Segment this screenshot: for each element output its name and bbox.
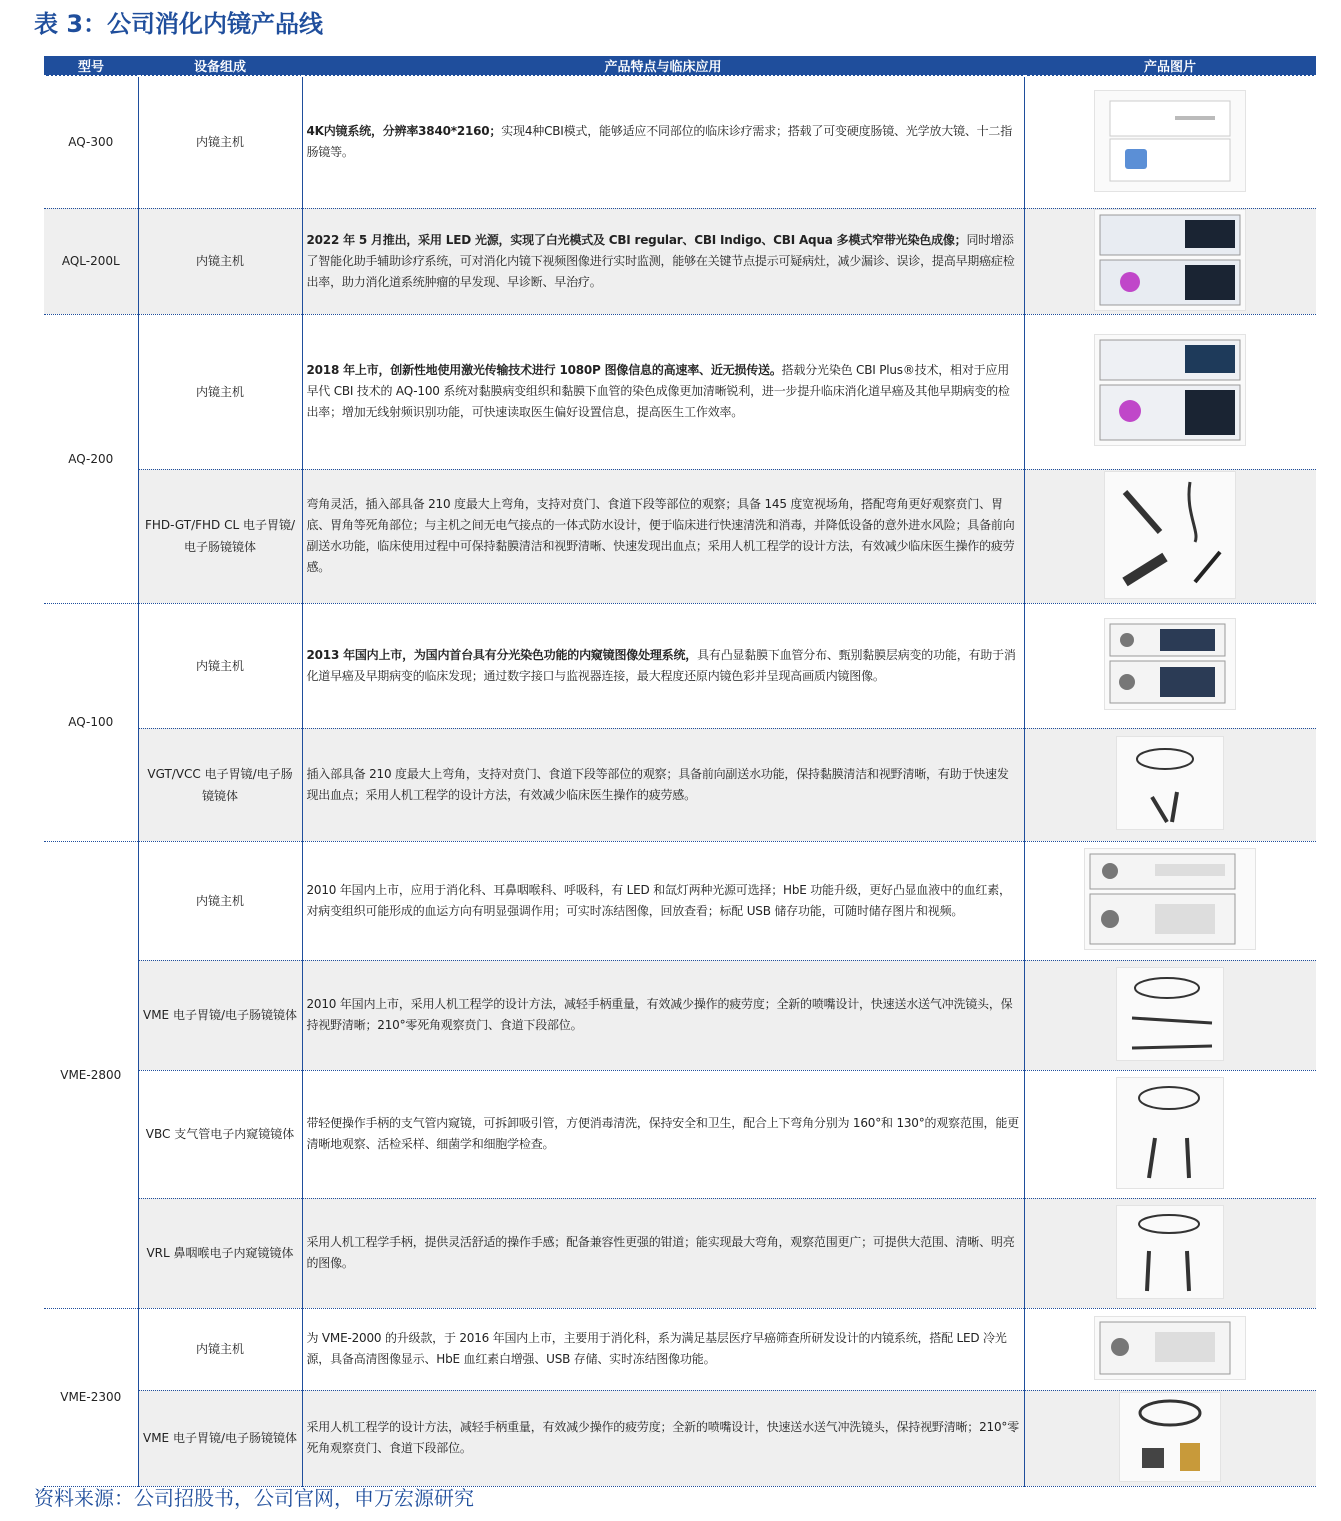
feature-cell — [302, 728, 1024, 841]
table-header-row — [44, 56, 1316, 76]
endoscope-host-icon — [1094, 334, 1246, 446]
feature-text: 搭载分光染色 CBI Plus®技术，相对于应用早代 CBI 技术的 AQ-100 系统对黏膜病变组织和黏膜下血管的染色成像更加清晰锐利，进一步提升临床消化道早癌及其他早期病变的检出率；增加无线射频识别功能，可快速读取医生偏好设置信息，提高医生工作效率。 — [306, 363, 1010, 419]
product-image-cell — [1024, 1308, 1316, 1390]
table-row — [44, 208, 1316, 314]
table-row — [44, 1390, 1316, 1486]
header-model: 型号 — [44, 56, 138, 76]
feature-text: 弯角灵活，插入部具备 210 度最大上弯角，支持对贲门、食道下段等部位的观察；具备 145 度宽视场角，搭配弯角更好观察贲门、胃底、胃角等死角部位；与主机之间无电气接点的一体式防水设计，便于临床进行快速清洗和消毒，并降低设备的意外进水风险；具备前向副送水功能，临床使用过程中可保持黏膜清洁和视野清晰、快速发现出血点；采用人机工程学的设计方法，有效减少临床医生操作的疲劳感。 — [306, 497, 1015, 574]
product-image-cell — [1024, 1198, 1316, 1308]
endoscope-host-icon — [1094, 90, 1246, 192]
scope-body-icon — [1116, 1205, 1224, 1299]
component-cell: 内镜主机 — [138, 208, 302, 314]
component-cell: VME 电子胃镜/电子肠镜镜体 — [138, 1390, 302, 1486]
component-cell: 内镜主机 — [138, 603, 302, 728]
table-row — [44, 960, 1316, 1070]
table-title: 表 3：公司消化内镜产品线 — [34, 10, 324, 38]
component-cell: 内镜主机 — [138, 1308, 302, 1390]
product-image-cell — [1024, 841, 1316, 960]
component-cell: 内镜主机 — [138, 841, 302, 960]
feature-cell — [302, 208, 1024, 314]
feature-bold-text: 2018 年上市，创新性地使用激光传输技术进行 1080P 图像信息的高速率、近无损传送。 — [306, 363, 782, 377]
product-image-cell — [1024, 208, 1316, 314]
table-row — [44, 1198, 1316, 1308]
feature-text: 实现4种CBI模式，能够适应不同部位的临床诊疗需求；搭载了可变硬度肠镜、光学放大镜、十二指肠镜等。 — [306, 124, 1013, 160]
feature-cell — [302, 314, 1024, 469]
component-cell: FHD-GT/FHD CL 电子胃镜/电子肠镜镜体 — [138, 469, 302, 603]
component-cell: VRL 鼻咽喉电子内窥镜镜体 — [138, 1198, 302, 1308]
endoscope-host-icon — [1094, 209, 1246, 311]
feature-bold-text: 2022 年 5 月推出，采用 LED 光源，实现了白光模式及 CBI regular、CBI Indigo、CBI Aqua 多模式窄带光染色成像； — [306, 232, 967, 247]
table-row — [44, 1070, 1316, 1198]
product-image-cell — [1024, 1070, 1316, 1198]
scope-body-icon — [1116, 1077, 1224, 1189]
product-image-cell — [1024, 469, 1316, 603]
endoscope-host-icon — [1084, 848, 1256, 950]
header-image: 产品图片 — [1024, 56, 1316, 76]
scope-body-icon — [1119, 1392, 1221, 1482]
feature-cell — [302, 960, 1024, 1070]
feature-text: 为 VME-2000 的升级款，于 2016 年国内上市，主要用于消化科，系为满足基层医疗早癌筛查所研发设计的内镜系统，搭配 LED 冷光源，具备高清图像显示、HbE 血红素白增强、USB 存储、实时冻结图像功能。 — [306, 1331, 1007, 1366]
component-cell: VGT/VCC 电子胃镜/电子肠镜镜体 — [138, 728, 302, 841]
feature-bold-text: 2013 年国内上市，为国内首台具有分光染色功能的内窥镜图像处理系统， — [306, 647, 698, 662]
model-cell: AQL-200L — [44, 208, 138, 314]
scope-body-icon — [1116, 736, 1224, 830]
product-image-cell — [1024, 314, 1316, 469]
feature-cell — [302, 1070, 1024, 1198]
table-row — [44, 603, 1316, 728]
feature-cell — [302, 76, 1024, 208]
feature-cell — [302, 1390, 1024, 1486]
model-cell: AQ-300 — [44, 76, 138, 208]
product-image-cell — [1024, 728, 1316, 841]
product-image-cell — [1024, 76, 1316, 208]
component-cell: VBC 支气管电子内窥镜镜体 — [138, 1070, 302, 1198]
feature-text: 具有凸显黏膜下血管分布、甄别黏膜层病变的功能，有助于消化道早癌及早期病变的临床发现；通过数字接口与监视器连接，最大程度还原内镜色彩并呈现高画质内镜图像。 — [306, 647, 1016, 683]
feature-cell — [302, 1198, 1024, 1308]
table-row — [44, 469, 1316, 603]
feature-text: 带轻便操作手柄的支气管内窥镜，可拆卸吸引管，方便消毒清洗，保持安全和卫生，配合上下弯角分别为 160°和 130°的观察范围，能更清晰地观察、活检采样、细菌学和细胞学检查。 — [306, 1116, 1019, 1151]
feature-text: 插入部具备 210 度最大上弯角，支持对贲门、食道下段等部位的观察；具备前向副送水功能，保持黏膜清洁和视野清晰，有助于快速发现出血点；采用人机工程学的设计方法，有效减少临床医生操作的疲劳感。 — [306, 766, 1009, 802]
feature-text: 2010 年国内上市，采用人机工程学的设计方法，减轻手柄重量，有效减少操作的疲劳度；全新的喷嘴设计，快速送水送气冲洗镜头，保持视野清晰；210°零死角观察贲门、食道下段部位。 — [306, 997, 1013, 1032]
feature-cell — [302, 1308, 1024, 1390]
model-cell: VME-2300 — [44, 1308, 138, 1486]
source-note: 资料来源：公司招股书，公司官网，申万宏源研究 — [34, 1486, 474, 1510]
product-image-cell — [1024, 960, 1316, 1070]
model-cell: VME-2800 — [44, 841, 138, 1308]
feature-text: 2010 年国内上市，应用于消化科、耳鼻咽喉科、呼吸科，有 LED 和氙灯两种光源可选择；HbE 功能升级，更好凸显血液中的血红素，对病变组织可能形成的血运方向有明显强调作用；可实时冻结图像，回放查看；标配 USB 储存功能，可随时储存图片和视频。 — [306, 882, 1011, 918]
feature-cell — [302, 603, 1024, 728]
feature-cell — [302, 469, 1024, 603]
model-cell: AQ-100 — [44, 603, 138, 841]
scope-body-icon — [1104, 471, 1236, 599]
endoscope-host-icon — [1104, 618, 1236, 710]
header-features: 产品特点与临床应用 — [302, 56, 1024, 76]
endoscope-host-icon — [1094, 1316, 1246, 1380]
table-row — [44, 1308, 1316, 1390]
header-components: 设备组成 — [138, 56, 302, 76]
component-cell: VME 电子胃镜/电子肠镜镜体 — [138, 960, 302, 1070]
scope-body-icon — [1116, 967, 1224, 1061]
product-line-table — [44, 56, 1316, 1487]
feature-text: 采用人机工程学手柄，提供灵活舒适的操作手感；配备兼容性更强的钳道；能实现最大弯角，观察范围更广；可提供大范围、清晰、明亮的图像。 — [306, 1235, 1015, 1270]
product-image-cell — [1024, 1390, 1316, 1486]
feature-bold-text: 4K内镜系统，分辨率3840*2160； — [306, 124, 502, 139]
feature-cell — [302, 841, 1024, 960]
table-row — [44, 841, 1316, 960]
feature-text: 同时增添了智能化助手辅助诊疗系统，可对消化内镜下视频图像进行实时监测，能够在关键节点提示可疑病灶，减少漏诊、误诊，提高早期癌症检出率，助力消化道系统肿瘤的早发现、早诊断、早治疗。 — [306, 232, 1015, 289]
model-cell: AQ-200 — [44, 314, 138, 603]
component-cell: 内镜主机 — [138, 314, 302, 469]
table-row — [44, 76, 1316, 208]
component-cell: 内镜主机 — [138, 76, 302, 208]
product-image-cell — [1024, 603, 1316, 728]
table-row — [44, 728, 1316, 841]
table-row — [44, 314, 1316, 469]
feature-text: 采用人机工程学的设计方法，减轻手柄重量，有效减少操作的疲劳度；全新的喷嘴设计，快速送水送气冲洗镜头，保持视野清晰；210°零死角观察贲门、食道下段部位。 — [306, 1420, 1020, 1455]
